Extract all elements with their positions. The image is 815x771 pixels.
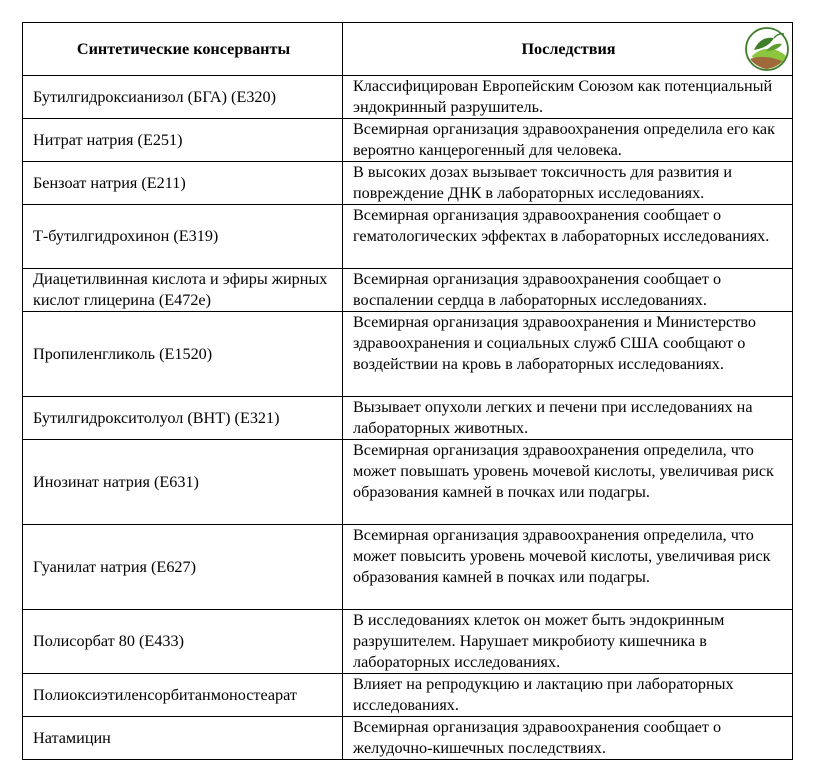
preservative-effect: Всемирная организация здравоохранения определила, что может повышать уровень мочевой кислоты, увеличивая риск образования камней в почках или подагры. <box>343 440 793 525</box>
header-consequences-label: Последствия <box>521 39 616 58</box>
preservative-name: Бутилгидроксианизол (БГА) (E320) <box>23 76 343 119</box>
table-row <box>23 119 793 162</box>
table-row <box>23 610 793 674</box>
header-consequences <box>343 23 793 76</box>
preservative-effect: Всемирная организация здравоохранения определила, что может повысить уровень мочевой кислоты, увеличивая риск образования камней в почках или подагры. <box>343 525 793 610</box>
preservative-effect: Всемирная организация здравоохранения сообщает о гематологических эффектах в лабораторных исследованиях. <box>343 205 793 269</box>
table-row <box>23 397 793 440</box>
preservative-name: Гуанилат натрия (E627) <box>23 525 343 610</box>
preservative-name: Полисорбат 80 (E433) <box>23 610 343 674</box>
preservative-effect: Влияет на репродукцию и лактацию при лабораторных исследованиях. <box>343 674 793 717</box>
table-row <box>23 76 793 119</box>
preservative-name: Бензоат натрия (E211) <box>23 162 343 205</box>
preservative-name: Бутилгидрокситолуол (BHT) (E321) <box>23 397 343 440</box>
header-preservatives: Синтетические консерванты <box>23 23 343 76</box>
table-row <box>23 525 793 610</box>
preservatives-table <box>22 22 793 760</box>
preservative-name: Полиоксиэтиленсорбитанмоностеарат <box>23 674 343 717</box>
table-row <box>23 205 793 269</box>
table-row <box>23 312 793 397</box>
preservative-name: Нитрат натрия (E251) <box>23 119 343 162</box>
preservative-effect: Всемирная организация здравоохранения и Министерство здравоохранения и социальных служб США сообщают о воздействии на кровь в лабораторных исследованиях. <box>343 312 793 397</box>
preservative-name: Инозинат натрия (E631) <box>23 440 343 525</box>
table-row <box>23 717 793 760</box>
preservative-effect: Всемирная организация здравоохранения сообщает о воспалении сердца в лабораторных исследованиях. <box>343 269 793 312</box>
table-row <box>23 162 793 205</box>
leaf-logo-icon <box>744 26 790 72</box>
preservative-effect: Всемирная организация здравоохранения сообщает о желудочно-кишечных последствиях. <box>343 717 793 760</box>
table-header-row <box>23 23 793 76</box>
preservative-effect: В высоких дозах вызывает токсичность для развития и повреждение ДНК в лабораторных исследованиях. <box>343 162 793 205</box>
preservative-effect: Всемирная организация здравоохранения определила его как вероятно канцерогенный для человека. <box>343 119 793 162</box>
preservative-name: Диацетилвинная кислота и эфиры жирных кислот глицерина (E472e) <box>23 269 343 312</box>
preservative-effect: В исследованиях клеток он может быть эндокринным разрушителем. Нарушает микробиоту кишечника в лабораторных исследованиях. <box>343 610 793 674</box>
preservative-effect: Вызывает опухоли легких и печени при исследованиях на лабораторных животных. <box>343 397 793 440</box>
preservative-effect: Классифицирован Европейским Союзом как потенциальный эндокринный разрушитель. <box>343 76 793 119</box>
table-row <box>23 440 793 525</box>
preservative-name: Т-бутилгидрохинон (E319) <box>23 205 343 269</box>
table-row <box>23 269 793 312</box>
table-row <box>23 674 793 717</box>
preservative-name: Пропиленгликоль (E1520) <box>23 312 343 397</box>
preservative-name: Натамицин <box>23 717 343 760</box>
